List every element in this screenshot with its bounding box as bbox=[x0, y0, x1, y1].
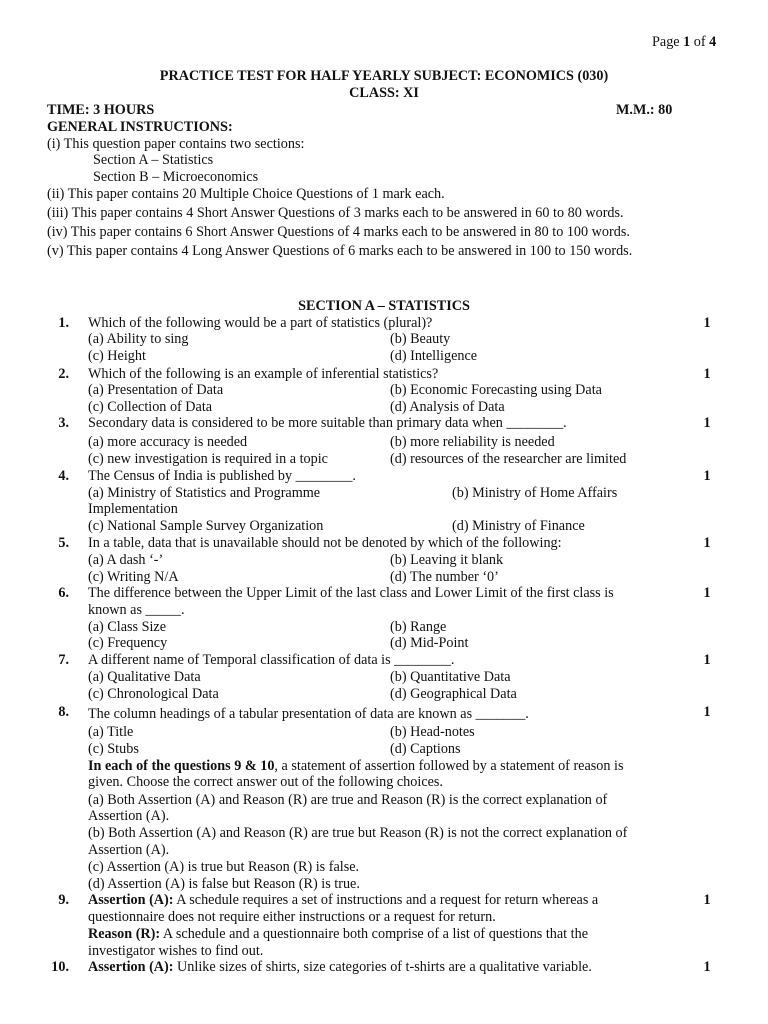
ar-choice-b-continued: Assertion (A). bbox=[88, 842, 170, 858]
question-text: Secondary data is considered to be more suitable than primary data when ________. bbox=[88, 415, 567, 431]
option-a: (a) A dash ‘-’ bbox=[88, 552, 164, 568]
ar-choice-b: (b) Both Assertion (A) and Reason (R) are true but Reason (R) is not the correct explanation of bbox=[88, 825, 628, 841]
question-text: The column headings of a tabular presentation of data are known as _______. bbox=[88, 706, 529, 722]
option-c: (c) Height bbox=[88, 348, 146, 364]
question-number: 9. bbox=[58, 892, 69, 908]
question-marks: 1 bbox=[703, 315, 711, 331]
question-marks: 1 bbox=[703, 704, 711, 720]
question-number: 6. bbox=[58, 585, 69, 601]
question-text-continued: known as _____. bbox=[88, 602, 185, 618]
paper-title: PRACTICE TEST FOR HALF YEARLY SUBJECT: ECONOMICS (030) bbox=[159, 68, 609, 84]
assertion-reason-intro: In each of the questions 9 & 10, a statement of assertion followed by a statement of reason is bbox=[88, 758, 624, 774]
option-b: (b) more reliability is needed bbox=[390, 434, 555, 450]
ar-choice-a-continued: Assertion (A). bbox=[88, 808, 170, 824]
instruction-item: (iii) This paper contains 4 Short Answer Questions of 3 marks each to be answered in 60 to 80 words. bbox=[47, 205, 624, 221]
section-heading: SECTION A – STATISTICS bbox=[298, 298, 470, 314]
question-marks: 1 bbox=[703, 535, 711, 551]
reason-statement-continued: investigator wishes to find out. bbox=[88, 943, 264, 959]
question-number: 10. bbox=[51, 959, 69, 975]
class-label: CLASS: XI bbox=[349, 85, 419, 101]
option-a: (a) more accuracy is needed bbox=[88, 434, 248, 450]
max-marks: M.M.: 80 bbox=[616, 102, 673, 118]
option-d: (d) Intelligence bbox=[390, 348, 478, 364]
time-label: TIME: 3 HOURS bbox=[47, 102, 155, 118]
question-number: 5. bbox=[58, 535, 69, 551]
page-number: Page 1 of 4 bbox=[652, 34, 717, 50]
question-number: 7. bbox=[58, 652, 69, 668]
question-text: In a table, data that is unavailable should not be denoted by which of the following: bbox=[88, 535, 562, 551]
option-d: (d) The number ‘0’ bbox=[390, 569, 499, 585]
option-d: (d) Analysis of Data bbox=[390, 399, 505, 415]
option-b: (b) Range bbox=[390, 619, 447, 635]
option-d: (d) resources of the researcher are limited bbox=[390, 451, 627, 467]
option-d: (d) Captions bbox=[390, 741, 461, 757]
option-d: (d) Mid-Point bbox=[390, 635, 469, 651]
option-a-continued: Implementation bbox=[88, 501, 178, 517]
option-b: (b) Ministry of Home Affairs bbox=[452, 485, 618, 501]
option-a: (a) Ministry of Statistics and Programme bbox=[88, 485, 321, 501]
question-marks: 1 bbox=[703, 959, 711, 975]
question-number: 4. bbox=[58, 468, 69, 484]
instruction-item: Section B – Microeconomics bbox=[93, 169, 259, 185]
question-number: 1. bbox=[58, 315, 69, 331]
option-c: (c) Stubs bbox=[88, 741, 139, 757]
question-number: 2. bbox=[58, 366, 69, 382]
ar-choice-d: (d) Assertion (A) is false but Reason (R) is true. bbox=[88, 876, 360, 892]
instruction-item: (iv) This paper contains 6 Short Answer Questions of 4 marks each to be answered in 80 to 100 words. bbox=[47, 224, 630, 240]
option-a: (a) Title bbox=[88, 724, 134, 740]
assertion-statement: Assertion (A): Unlike sizes of shirts, size categories of t-shirts are a qualitative variable. bbox=[88, 959, 592, 975]
option-c: (c) National Sample Survey Organization bbox=[88, 518, 324, 534]
question-marks: 1 bbox=[703, 468, 711, 484]
option-b: (b) Quantitative Data bbox=[390, 669, 511, 685]
question-marks: 1 bbox=[703, 585, 711, 601]
option-b: (b) Leaving it blank bbox=[390, 552, 504, 568]
question-marks: 1 bbox=[703, 892, 711, 908]
ar-choice-a: (a) Both Assertion (A) and Reason (R) are true and Reason (R) is the correct explanation of bbox=[88, 792, 608, 808]
question-text: Which of the following is an example of inferential statistics? bbox=[88, 366, 439, 382]
instruction-item: (ii) This paper contains 20 Multiple Choice Questions of 1 mark each. bbox=[47, 186, 445, 202]
question-text: The Census of India is published by ________. bbox=[88, 468, 356, 484]
instruction-item: Section A – Statistics bbox=[93, 152, 214, 168]
option-d: (d) Ministry of Finance bbox=[452, 518, 585, 534]
option-c: (c) Chronological Data bbox=[88, 686, 219, 702]
assertion-reason-intro-continued: given. Choose the correct answer out of the following choices. bbox=[88, 774, 443, 790]
option-c: (c) new investigation is required in a topic bbox=[88, 451, 328, 467]
option-c: (c) Frequency bbox=[88, 635, 168, 651]
question-text: A different name of Temporal classification of data is ________. bbox=[88, 652, 455, 668]
question-marks: 1 bbox=[703, 366, 711, 382]
option-c: (c) Writing N/A bbox=[88, 569, 179, 585]
instruction-item: (i) This question paper contains two sections: bbox=[47, 136, 305, 152]
option-d: (d) Geographical Data bbox=[390, 686, 517, 702]
assertion-statement-continued: questionnaire does not require either instructions or a request for return. bbox=[88, 909, 496, 925]
question-text: Which of the following would be a part of statistics (plural)? bbox=[88, 315, 433, 331]
option-a: (a) Class Size bbox=[88, 619, 167, 635]
option-a: (a) Ability to sing bbox=[88, 331, 189, 347]
assertion-statement: Assertion (A): A schedule requires a set of instructions and a request for return whereas a bbox=[88, 892, 599, 908]
option-b: (b) Beauty bbox=[390, 331, 451, 347]
question-marks: 1 bbox=[703, 652, 711, 668]
reason-statement: Reason (R): A schedule and a questionnaire both comprise of a list of questions that the bbox=[88, 926, 589, 942]
option-a: (a) Qualitative Data bbox=[88, 669, 201, 685]
question-number: 3. bbox=[58, 415, 69, 431]
instruction-item: (v) This paper contains 4 Long Answer Questions of 6 marks each to be answered in 100 to 150 words. bbox=[47, 243, 633, 259]
question-marks: 1 bbox=[703, 415, 711, 431]
ar-choice-c: (c) Assertion (A) is true but Reason (R) is false. bbox=[88, 859, 360, 875]
option-c: (c) Collection of Data bbox=[88, 399, 213, 415]
option-a: (a) Presentation of Data bbox=[88, 382, 224, 398]
question-text: The difference between the Upper Limit of the last class and Lower Limit of the first class is bbox=[88, 585, 614, 601]
instructions-heading: GENERAL INSTRUCTIONS: bbox=[47, 119, 233, 135]
option-b: (b) Economic Forecasting using Data bbox=[390, 382, 602, 398]
option-b: (b) Head-notes bbox=[390, 724, 475, 740]
question-number: 8. bbox=[58, 704, 69, 720]
